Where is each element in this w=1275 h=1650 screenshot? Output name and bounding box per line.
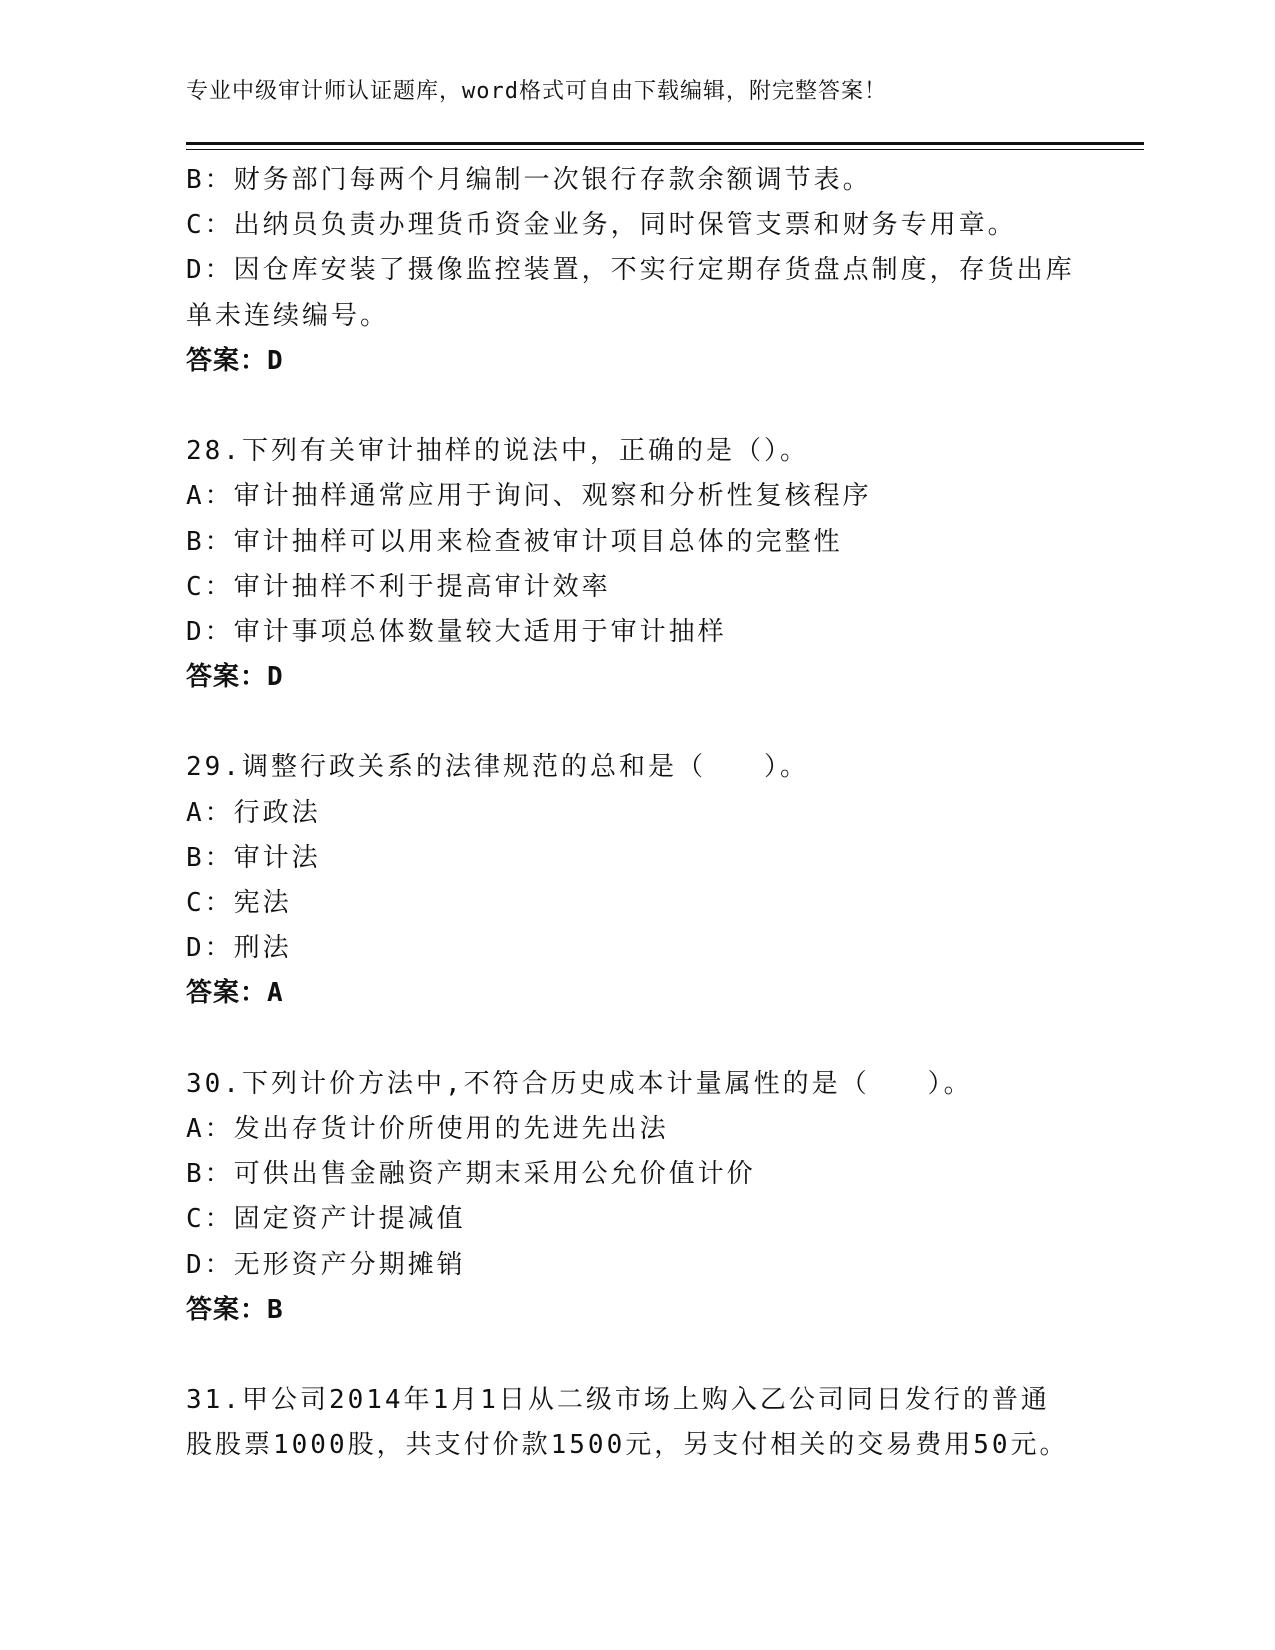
option-d: D：审计事项总体数量较大适用于审计抽样: [186, 616, 727, 647]
option-a: A：审计抽样通常应用于询问、观察和分析性复核程序: [186, 481, 872, 512]
option-b: B：可供出售金融资产期末采用公允价值计价: [186, 1159, 756, 1190]
answer: 答案：A: [186, 978, 284, 1009]
question-text: 30.下列计价方法中,不符合历史成本计量属性的是（ ）。: [186, 1068, 973, 1099]
option-d-continued: 单未连续编号。: [186, 300, 390, 331]
option-d: D：因仓库安装了摄像监控装置，不实行定期存货盘点制度，存货出库: [186, 255, 1075, 286]
option-a: A：发出存货计价所使用的先进先出法: [186, 1113, 669, 1144]
option-b: B：审计法: [186, 842, 321, 873]
header-rule-thin: [186, 149, 1144, 150]
question-text-continued: 股股票1000股，共支付价款1500元，另支付相关的交易费用50元。: [186, 1430, 1069, 1461]
question-30: [186, 1062, 1106, 1333]
option-c: C：出纳员负责办理货币资金业务，同时保管支票和财务专用章。: [186, 210, 1017, 241]
question-28: [186, 429, 1106, 700]
question-text: 28.下列有关审计抽样的说法中，正确的是（）。: [186, 436, 809, 467]
question-31: [186, 1378, 1106, 1468]
option-c: C：固定资产计提减值: [186, 1204, 466, 1235]
header-rule-thick: [186, 142, 1144, 145]
option-b: B：审计抽样可以用来检查被审计项目总体的完整性: [186, 526, 843, 557]
document-body: [186, 158, 1106, 1468]
option-d: D：刑法: [186, 933, 292, 964]
answer: 答案：D: [186, 345, 284, 376]
question-continued: [186, 158, 1106, 384]
answer: 答案：B: [186, 1294, 284, 1325]
option-a: A：行政法: [186, 797, 321, 828]
question-29: [186, 745, 1106, 1016]
option-b: B：财务部门每两个月编制一次银行存款余额调节表。: [186, 165, 872, 195]
option-d: D：无形资产分期摊销: [186, 1249, 466, 1280]
question-text: 31.甲公司2014年1月1日从二级市场上购入乙公司同日发行的普通: [186, 1385, 1050, 1416]
question-text: 29.调整行政关系的法律规范的总和是（ ）。: [186, 752, 809, 783]
answer: 答案：D: [186, 662, 284, 693]
page-header: 专业中级审计师认证题库，word格式可自由下载编辑，附完整答案！: [186, 79, 887, 104]
option-c: C：审计抽样不利于提高审计效率: [186, 571, 611, 602]
option-c: C：宪法: [186, 888, 292, 918]
